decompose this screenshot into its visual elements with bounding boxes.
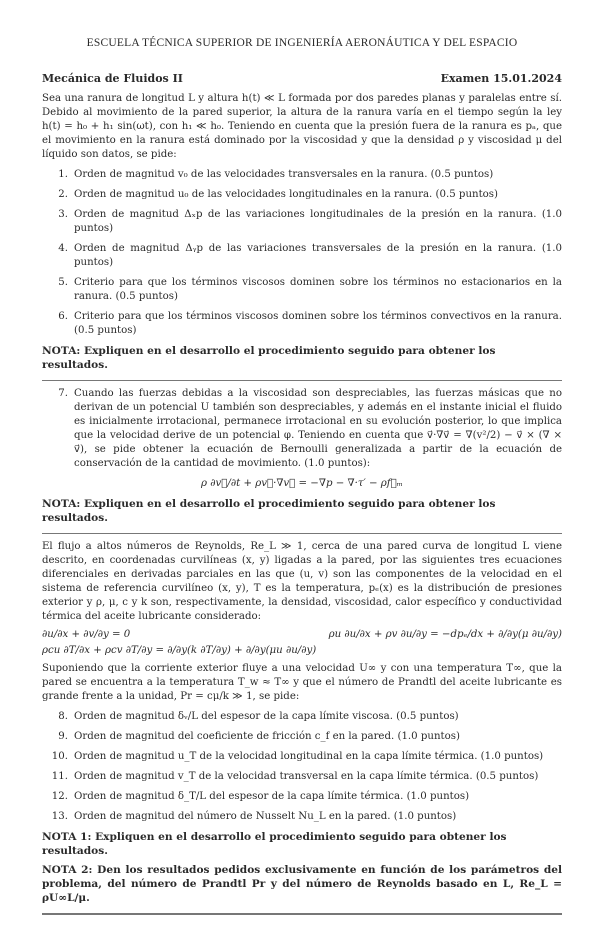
- question-text: Criterio para que los términos viscosos dominen sobre los términos no estacionarios en la ranura. (0.5 puntos): [74, 277, 562, 302]
- question-item: [42, 276, 562, 304]
- question-text: Orden de magnitud Δₓp de las variaciones longitudinales de la presión en la ranura. (1.0 puntos): [74, 209, 562, 234]
- question-number: 7.: [58, 388, 68, 400]
- divider: [42, 913, 562, 914]
- question-number: 11.: [51, 771, 68, 783]
- exam-date: Examen 15.01.2024: [440, 72, 562, 85]
- question-item: [42, 208, 562, 236]
- question-text: Cuando las fuerzas debidas a la viscosidad son despreciables, las fuerzas másicas que no derivan de un potencial U también son despreciables, y además en el instante inicial el fluido es inicialmente irrotacional, permanece irrotacional en su evolución posterior, lo que implica que la velocidad derive de un potencial φ. Teniendo en cuenta que v⃗·∇v⃗ = ∇(v²/2) − v⃗ × (∇ × v⃗), se pide obtener la ecuación de Bernoulli generalizada a partir de la ecuación de conservación de la cantidad de movimiento. (1.0 puntos):: [74, 388, 562, 470]
- part3-intro: El flujo a altos números de Reynolds, Re_L ≫ 1, cerca de una pared curva de longitud L viene descrito, en coordenadas curvilíneas (x, y) ligadas a la pared, por las siguientes tres ecuaciones diferenciales en derivadas parciales en las que (u, v) son las componentes de la velocidad en el sistema de referencia curvilíneo (x, y), T es la temperatura, pₑ(x) es la distribución de presiones exterior y ρ, μ, c y k son, respectivamente, la densidad, viscosidad, calor específico y conductividad térmica del aceite lubricante considerado:: [42, 541, 562, 623]
- question-number: 1.: [58, 169, 68, 180]
- exam-subheader: [42, 72, 562, 86]
- question-text: Orden de magnitud v₀ de las velocidades transversales en la ranura. (0.5 puntos): [74, 169, 494, 180]
- question-number: 3.: [58, 209, 68, 220]
- question-item: [42, 188, 562, 202]
- part3-note-1: NOTA 1: Expliquen en el desarrollo el procedimiento seguido para obtener los resultados.: [42, 831, 507, 858]
- momentum-x-equation: ρu ∂u/∂x + ρv ∂u/∂y = −dpₑ/dx + ∂/∂y(μ ∂u/∂y): [328, 629, 562, 641]
- divider: [42, 380, 562, 381]
- question-item: [42, 168, 562, 182]
- question-number: 13.: [51, 811, 68, 823]
- question-text: Orden de magnitud del número de Nusselt Nu_L en la pared. (1.0 puntos): [74, 811, 457, 823]
- question-text: Orden de magnitud Δᵧp de las variaciones transversales de la presión en la ranura. (1.0 puntos): [74, 243, 562, 268]
- part2: [42, 387, 562, 525]
- question-item: [42, 387, 562, 471]
- question-text: Orden de magnitud u_T de la velocidad longitudinal en la capa límite térmica. (1.0 puntos): [74, 751, 544, 763]
- question-item: [42, 242, 562, 270]
- question-item: [42, 310, 562, 338]
- divider: [42, 533, 562, 534]
- question-number: 8.: [58, 711, 68, 723]
- question-item: [42, 710, 562, 724]
- part3-note-2: NOTA 2: Den los resultados pedidos exclusivamente en función de los parámetros del problema, del número de Prandtl Pr y del número de Reynolds basado en L, Re_L = ρU∞L/μ.: [42, 864, 562, 905]
- question-number: 12.: [51, 791, 68, 803]
- question-item: [42, 810, 562, 824]
- question-item: [42, 730, 562, 744]
- question-item: [42, 770, 562, 784]
- part2-questions: [42, 387, 562, 471]
- part3-questions: [42, 710, 562, 824]
- governing-equations: [42, 628, 562, 658]
- question-text: Criterio para que los términos viscosos dominen sobre los términos convectivos en la ranura. (0.5 puntos): [74, 311, 562, 336]
- question-text: Orden de magnitud δ_T/L del espesor de la capa límite térmica. (1.0 puntos): [74, 791, 470, 803]
- part3: [42, 540, 562, 905]
- question-number: 5.: [58, 277, 68, 288]
- energy-equation: ρcu ∂T/∂x + ρcv ∂T/∂y = ∂/∂y(k ∂T/∂y) + ∂/∂y(μu ∂u/∂y): [42, 645, 317, 657]
- question-number: 4.: [58, 243, 68, 254]
- question-number: 10.: [51, 751, 68, 763]
- question-text: Orden de magnitud δᵥ/L del espesor de la capa límite viscosa. (0.5 puntos): [74, 711, 459, 723]
- question-number: 2.: [58, 189, 68, 200]
- momentum-equation: ρ ∂v⃗/∂t + ρv⃗·∇v⃗ = −∇p − ∇·τ′ − ρf⃗ₘ: [201, 478, 403, 490]
- question-item: [42, 750, 562, 764]
- question-number: 9.: [58, 731, 68, 743]
- part1-note: NOTA: Expliquen en el desarrollo el procedimiento seguido para obtener los resultados.: [42, 345, 496, 371]
- question-text: Orden de magnitud u₀ de las velocidades longitudinales en la ranura. (0.5 puntos): [74, 189, 498, 200]
- school-title: ESCUELA TÉCNICA SUPERIOR DE INGENIERÍA AERONÁUTICA Y DEL ESPACIO: [86, 37, 518, 49]
- question-text: Orden de magnitud v_T de la velocidad transversal en la capa límite térmica. (0.5 puntos): [74, 771, 539, 783]
- question-number: 6.: [58, 311, 68, 322]
- course-name: Mecánica de Fluidos II: [42, 72, 183, 85]
- continuity-equation: ∂u/∂x + ∂v/∂y = 0: [42, 629, 131, 641]
- part3-intro2: Suponiendo que la corriente exterior fluye a una velocidad U∞ y con una temperatura T∞, que la pared se encuentra a la temperatura T_w ≈ T∞ y que el número de Prandtl del aceite lubricante es grande frente a la unidad, Pr = cμ/k ≫ 1, se pide:: [42, 663, 562, 703]
- part1: [42, 92, 562, 372]
- part1-questions: [42, 168, 562, 338]
- question-text: Orden de magnitud del coeficiente de fricción c_f en la pared. (1.0 puntos): [74, 731, 460, 743]
- part1-intro: Sea una ranura de longitud L y altura h(t) ≪ L formada por dos paredes planas y paralelas entre sí. Debido al movimiento de la pared superior, la altura de la ranura varía en el tiempo según la ley h(t) = h₀ + h₁ sin(ωt), con h₁ ≪ h₀. Teniendo en cuenta que la presión fuera de la ranura es pₐ, que el movimiento en la ranura está dominado por la viscosidad y que la densidad ρ y viscosidad μ del líquido son datos, se pide:: [42, 93, 562, 160]
- part2-note: NOTA: Expliquen en el desarrollo el procedimiento seguido para obtener los resultados.: [42, 498, 496, 525]
- question-item: [42, 790, 562, 804]
